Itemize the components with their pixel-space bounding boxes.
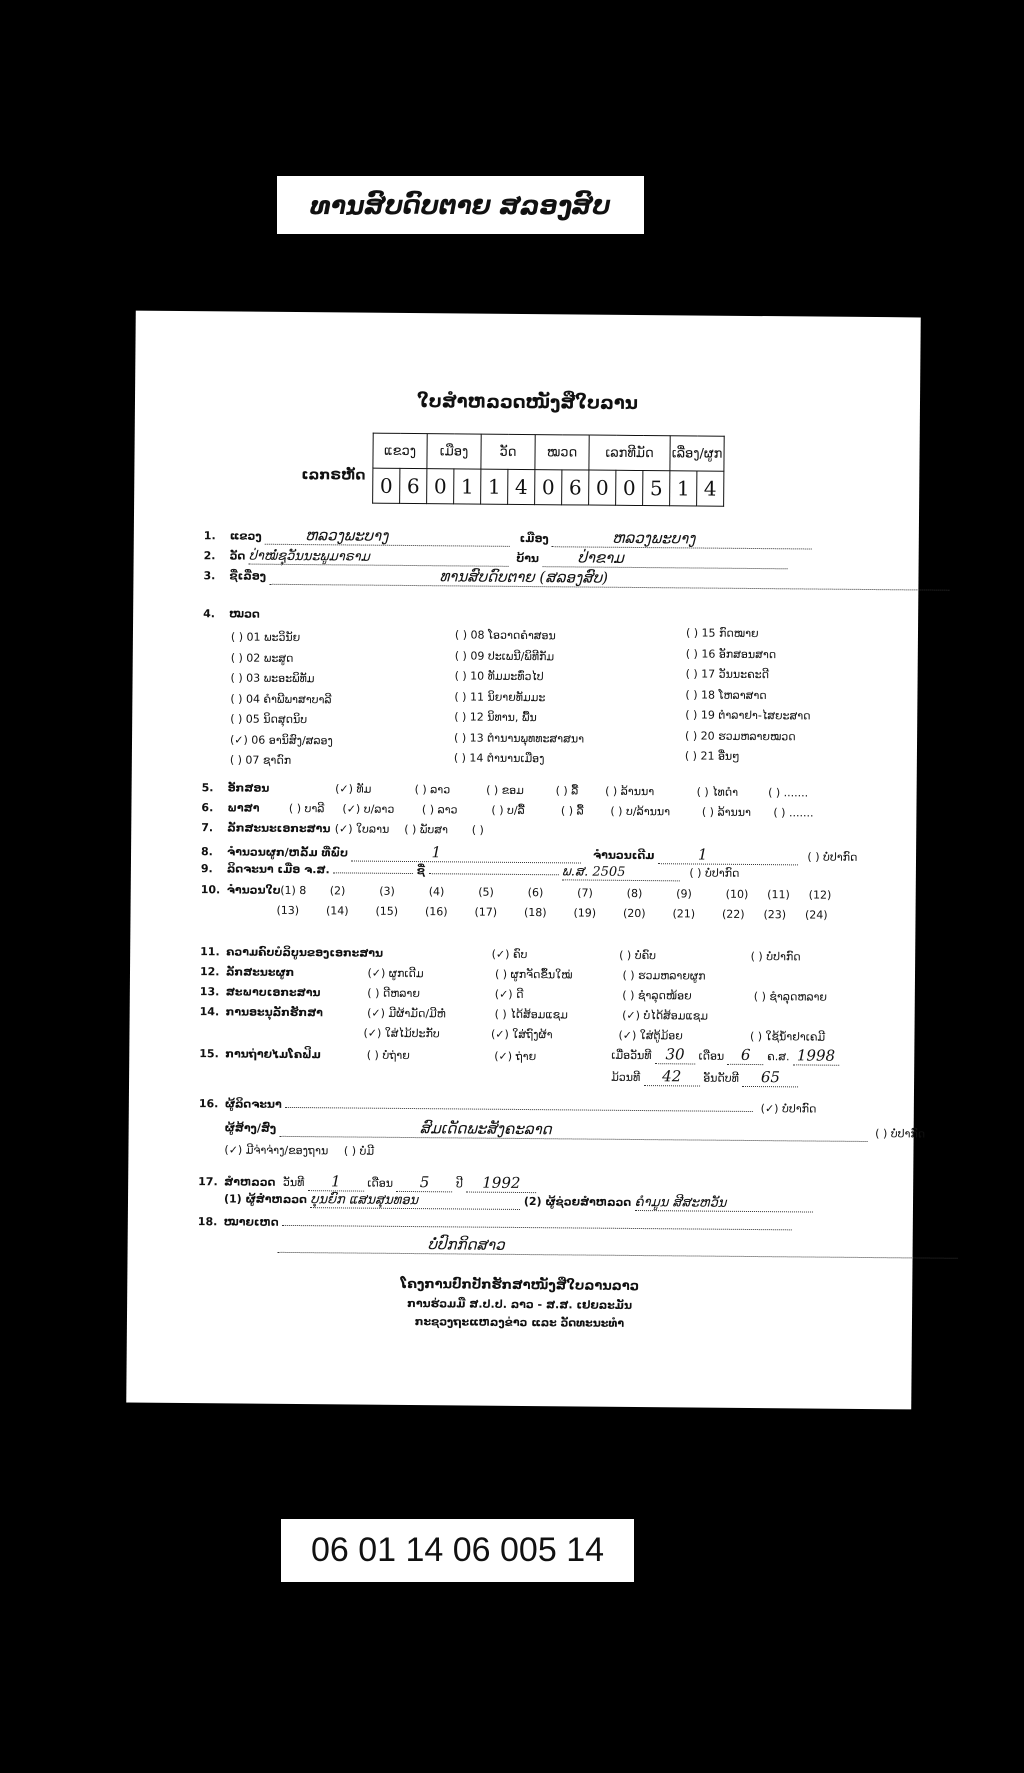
condition-option[interactable]: ( ) ດີຫລາຍ [367,986,420,1001]
binding-option[interactable]: (✓) ຜູກເດີມ [367,966,424,981]
code-header-temple: ວັດ [481,434,535,469]
code-header-category: ໝວດ [535,435,589,470]
leaf-count-cell: (9) [676,887,692,901]
survey-day: 1 [308,1172,364,1191]
leaf-count-cell: (14) [325,904,349,918]
script-option[interactable]: ( ) ລື້ [555,784,579,798]
code-digit: 1 [481,469,508,504]
written-date-unknown[interactable]: ( ) ບໍ່ປາກົດ [689,866,740,880]
leaf-count-cell: (3) [379,884,395,898]
leaf-count-cell: (1) 8 [280,883,307,898]
field-survey-label: ສຳຫລວດ [224,1175,276,1189]
category-column-1 [230,627,334,771]
field-district-value: ຫລວງພະບາງ [552,528,812,549]
field-script-label: ອັກສອນ [227,781,270,795]
field-original-count-label: ຈຳນວນເດີມ [592,848,655,863]
microfilm-option[interactable]: ( ) ບໍ່ຖ່າຍ [366,1048,410,1063]
completeness-option[interactable]: ( ) ບໍ່ຄົບ [619,948,657,963]
footer-cooperation: ການຮ່ວມມື ສ.ປ.ປ. ລາວ - ສ.ສ. ເຢຍລະມັນ [407,1297,633,1312]
field-temple-value: ປ່າໝໍ່ຊຸວັນນະພູມາຣາມ [249,549,509,567]
microfilm-roll: 42 [644,1067,700,1086]
manuscript-code-label [281,1519,634,1582]
surveyor-label: (1) ຜູ້ສຳຫລວດ [223,1192,307,1207]
field-binding: 12. ລັກສະນະຜູກ (✓) ຜູກເດີມ ( ) ຜູກຈັດຂຶ້ນໃໝ່ ( ) ຮວມຫລາຍຜູກ [199,965,706,983]
field-remarks: 18. ໝາຍເຫດ [198,1215,792,1233]
microfilm-month: 6 [728,1046,764,1065]
microfilm-date [611,1045,839,1066]
code-digit: 4 [697,471,724,506]
language-option[interactable]: ( ) ....... [773,806,814,820]
field-village-label: ບ້ານ [516,551,540,566]
field-script: 5. ອັກສອນ (✓) ທັມ ( ) ລາວ ( ) ຂອມ ( ) ລື້ ( ) ລ້ານນາ ( ) ໄທດຳ ( ) ....... [201,781,809,800]
category-option[interactable]: ( ) 13 ຕຳນານພຸທທະສາສນາ [454,730,585,746]
field-village-value: ປ່າຂາມ [542,548,787,569]
category-option[interactable]: ( ) 20 ຮວມຫລາຍໝວດ [685,728,796,743]
leaf-count-cell: (21) [672,907,696,921]
field-language: 6. ພາສາ ( ) ບາລີ (✓) ບ/ລາວ ( ) ລາວ ( ) ບ/ລື້ ( ) ລື້ ( ) ບ/ລ້ານນາ ( ) ລ້ານນາ ( ) ....... [201,801,814,820]
survey-day-label: ວັນທີ [282,1175,305,1190]
survey-year-label: ປີ [455,1177,463,1191]
language-option[interactable]: ( ) ລ້ານນາ [701,805,752,819]
microfilm-option[interactable]: (✓) ຖ່າຍ [494,1049,537,1064]
category-option[interactable]: ( ) 17 ວັນນະຄະດີ [685,667,770,682]
code-header-province: ແຂວງ [373,433,427,468]
leaf-count-cell: (23) [763,908,787,922]
leaf-count-cell: (10) [725,887,749,901]
field-remarks-row2 [278,1234,958,1259]
survey-form-sheet [126,311,926,1410]
field-leaf-count-row2 [276,904,827,922]
category-column-2 [454,625,585,770]
survey-year: 1992 [466,1174,536,1194]
microfilm-year: 1998 [793,1046,839,1065]
category-column-3 [685,623,812,768]
preservation-option[interactable]: ( ) ໃຊ້ນ້ຳຢາເຄມີ [749,1029,826,1044]
field-temple: 2. ວັດ ປ່າໝໍ່ຊຸວັນນະພູມາຣາມ ບ້ານ ປ່າຂາມ [204,545,788,569]
field-province-label: ແຂວງ [229,529,262,543]
title-label-text: ທານສົບດົບຕາຍ ສລອງສົບ [310,190,611,220]
microfilm-roll-label: ມ້ວນທີ [611,1070,641,1085]
code-digit: 5 [643,471,670,506]
code-header-story: ເລື່ອງ/ຜູກ [670,436,724,471]
code-header-district: ເມືອງ [427,434,481,469]
survey-month: 5 [396,1173,452,1192]
field-document-type-label: ລັກສະນະເອກະສານ [227,821,331,836]
code-digit: 0 [373,468,400,503]
field-sponsor-value: ສົມເດັດພະສັງຄະລາດ [280,1118,868,1142]
category-option[interactable]: ( ) 09 ປະເພນີ/ພິທີກັມ [454,648,555,663]
microfilm-year-label: ຄ.ສ. [767,1050,790,1064]
preservation-option[interactable]: (✓) ໃສ່ໄມ້ປະກັບ [363,1026,440,1041]
surveyor-name: ບຸນຍົກ ແສນສຸນທອນ [310,1192,520,1210]
leaf-count-cell: (12) [808,888,832,902]
category-option[interactable]: ( ) 16 ອັກສອນສາດ [685,646,777,661]
language-option[interactable]: ( ) ບ/ລື້ [491,803,525,818]
code-digit: 6 [562,470,589,505]
language-option[interactable]: ( ) ລື້ [560,804,584,818]
field-preservation-row2 [363,1027,825,1044]
leaf-count-cell: (17) [474,905,498,919]
code-label: ເລກຣຫັດ [301,467,366,484]
category-option[interactable]: ( ) 10 ທັມມະທົ່ວໄປ [454,669,544,684]
field-scribe-label: ຜູ້ລິດຈະນາ [224,1097,282,1111]
preservation-option[interactable]: (✓) ບໍ່ໄດ້ສ້ອມແຊມ [622,1008,709,1023]
leaf-count-cell: (19) [573,906,597,920]
field-province: 1. ແຂວງ ຫລວງພະບາງ ເມືອງ ຫລວງພະບາງ [204,525,813,549]
code-digit: 1 [454,469,481,504]
microfilm-frame-label: ອັນດັບທີ [703,1071,739,1085]
footer-project: ໂຄງການປົກປັກຮັກສາໜັງສືໃບລານລາວ [400,1276,640,1295]
field-sponsor-label: ຜູ້ສ້າງ/ສົ່ງ [224,1121,277,1135]
leaf-count-cell: (13) [276,903,300,918]
assistant-surveyor-label: (2) ຜູ້ຊ່ວຍສຳຫລວດ [523,1195,632,1209]
category-option[interactable]: ( ) 05 ນິດສຸດນິບ [230,712,308,727]
field-microfilm: 15. ການຖ່າຍໄມໂຄຟິມ ( ) ບໍ່ຖ່າຍ (✓) ຖ່າຍ [199,1047,618,1064]
field-leaf-count: 10. ຈຳນວນໃບ (1) 8 (2) (3) (4) (5) (6) (7) (8) (9) (10) (11) (12) [200,883,832,902]
field-completeness: 11. ຄວາມຄົບບໍລິບູນຂອງເອກະສານ (✓) ຄົບ ( ) ບໍ່ຄົບ ( ) ບໍ່ປາກົດ [200,945,801,964]
script-option[interactable]: ( ) ....... [768,786,809,800]
category-option[interactable]: ( ) 02 ພະສູດ [230,650,294,665]
code-digit: 0 [589,470,616,505]
binding-option[interactable]: ( ) ຮວມຫລາຍຜູກ [622,968,706,983]
completeness-option[interactable]: (✓) ຄົບ [491,947,528,962]
category-option[interactable]: ( ) 21 ອື່ນໆ [684,749,740,763]
code-digit: 4 [508,469,535,504]
condition-option[interactable]: ( ) ຊຳລຸດໜ້ອຍ [622,988,692,1003]
leaf-count-cell: (15) [375,904,399,918]
category-option[interactable]: ( ) 07 ຊາດົກ [229,753,292,767]
category-option[interactable]: ( ) 18 ໂຫລາສາດ [685,687,767,702]
leaf-count-cell: (4) [428,885,445,899]
preservation-option[interactable]: (✓) ມີຜ້າມັດ/ມີຫໍ່ [367,1006,446,1021]
field-bundle-count: 8. ຈຳນວນຜູກ/ຫລັ້ມ ທີ່ພົບ 1 ຈຳນວນເດີມ 1 ( ) ບໍ່ປາກົດ [201,843,858,864]
code-digit: 0 [616,470,643,505]
field-language-label: ພາສາ [227,801,260,815]
preservation-option[interactable]: ( ) ໄດ້ສ້ອມແຊມ [494,1007,568,1022]
category-option[interactable]: ( ) 08 ໂອວາດຄຳສອນ [454,628,556,643]
leaf-count-cell: (8) [626,886,643,901]
field-story-title-value: ທານສົບດົບຕາຍ (ສລອງສົບ) [269,566,949,591]
field-preservation-label: ການອະນຸລັກຮັກສາ [225,1005,323,1020]
script-option[interactable]: ( ) ລາວ [414,783,451,797]
document-type-option[interactable]: ( ) ພັບສາ [404,822,448,837]
language-option[interactable]: ( ) ບາລີ [288,801,325,816]
category-option[interactable]: ( ) 15 ກົດໝາຍ [685,626,759,641]
field-district-label: ເມືອງ [519,531,549,546]
field-microfilm-label: ການຖ່າຍໄມໂຄຟິມ [225,1047,321,1062]
microfilm-frame: 65 [742,1068,798,1087]
preservation-option[interactable]: (✓) ໃສ່ຕູ້ມ້ອຍ [618,1028,683,1043]
category-option[interactable]: ( ) 19 ຕຳລາຢາ-ໄສຍະສາດ [685,708,811,723]
title-label [277,176,644,234]
scribe-unknown[interactable]: (✓) ບໍ່ປາກົດ [760,1102,817,1116]
code-digit: 1 [670,471,697,506]
code-header-bundle: ເລກທີມັດ [589,435,670,471]
manuscript-code-text: 06 01 14 06 005 14 [310,1531,605,1569]
field-story-title-label: ຊື່ເລື່ອງ [229,569,267,583]
script-option[interactable]: ( ) ລ້ານນາ [605,784,655,799]
donor-option[interactable]: (✓) ມີຈ່າຈ່າງ/ຂອງຖານ [224,1143,329,1158]
field-category: 4. ໝວດ [203,607,260,621]
microfilm-date-label: ເມື່ອວັນທີ [611,1048,652,1063]
form-title: ໃບສຳຫລວດໜັງສືໃບລານ [416,391,639,414]
condition-option[interactable]: (✓) ດີ [494,987,524,1002]
field-buddhist-year-value: ພ.ສ. 2505 [562,864,680,881]
leaf-count-cell: (11) [767,888,790,902]
script-option[interactable]: ( ) ຂອມ [486,783,524,798]
field-bundle-count-value: 1 [351,842,581,863]
binding-option[interactable]: ( ) ຜູກຈັດຂຶ້ນໃໝ່ [494,967,573,982]
category-option[interactable]: ( ) 03 ພະອະພິທັມ [230,671,315,686]
category-option[interactable]: ( ) 11 ນິຍາຍທັມມະ [454,689,546,704]
document-type-option[interactable]: (✓) ໃບລານ [334,822,390,836]
field-completeness-label: ຄວາມຄົບບໍລິບູນຂອງເອກະສານ [226,945,384,960]
category-option[interactable]: ( ) 12 ນິທານ, ພື້ນ [454,710,537,725]
category-option[interactable]: ( ) 01 ພະວິນັຍ [230,630,301,645]
field-story-title: 3. ຊື່ເລື່ອງ ທານສົບດົບຕາຍ (ສລອງສົບ) [203,565,949,591]
microfilm-reel [611,1067,798,1088]
field-written-date-label: ລິດຈະນາ ເມື່ອ ຈ.ສ. [226,862,330,877]
code-digit: 0 [427,469,454,504]
document-type-option[interactable]: ( ) [471,823,484,837]
donor-option[interactable]: ( ) ບໍ່ມີ [343,1144,375,1158]
leaf-count-cell: (18) [523,906,547,920]
leaf-count-cell: (20) [622,906,646,921]
field-leaf-count-label: ຈຳນວນໃບ [226,883,281,897]
code-digit: 6 [400,468,427,503]
leaf-count-cell: (24) [804,908,828,922]
leaf-count-cell: (2) [329,884,346,898]
field-survey: 17. ສຳຫລວດ ວັນທີ 1 ເດືອນ 5 ປີ 1992 [198,1171,536,1193]
category-option[interactable]: ( ) 04 ຄຳພີພາສາບາລີ [230,691,332,706]
field-temple-label: ວັດ [229,549,246,563]
field-document-type: 7. ລັກສະນະເອກະສານ (✓) ໃບລານ ( ) ພັບສາ ( ) [201,821,484,837]
language-option[interactable]: (✓) ບ/ລາວ [342,802,395,816]
original-count-unknown[interactable]: ( ) ບໍ່ປາກົດ [807,850,858,864]
field-donor [224,1143,374,1157]
field-condition-label: ສະພາບເອກະສານ [225,985,321,1000]
field-written-date-mid-label: ຊື່ [416,864,425,878]
field-preservation: 14. ການອະນຸລັກຮັກສາ (✓) ມີຜ້າມັດ/ມີຫໍ່ ( ) ໄດ້ສ້ອມແຊມ (✓) ບໍ່ໄດ້ສ້ອມແຊມ [199,1005,709,1023]
category-option[interactable]: (✓) 06 ອານິສົງ/ສລອງ [229,732,333,747]
field-category-label: ໝວດ [229,607,260,621]
leaf-count-cell: (22) [721,907,745,921]
survey-month-label: ເດືອນ [367,1176,394,1190]
microfilm-day: 30 [655,1045,695,1064]
code-table [372,433,725,507]
language-option[interactable]: ( ) ລາວ [421,803,458,817]
completeness-option[interactable]: ( ) ບໍ່ປາກົດ [750,949,801,964]
sponsor-unknown[interactable]: ( ) ບໍ່ປາກົດ [875,1127,926,1141]
leaf-count-cell: (5) [478,885,494,899]
assistant-surveyor-name: ຄຳມູນ ສີສະຫວັນ [635,1195,813,1213]
field-scribe: 16. ຜູ້ລິດຈະນາ (✓) ບໍ່ປາກົດ [198,1097,817,1116]
field-original-count-value: 1 [658,845,798,865]
script-option[interactable]: ( ) ໄທດຳ [696,785,739,799]
script-option[interactable]: (✓) ທັມ [335,782,372,796]
field-bundle-count-label: ຈຳນວນຜູກ/ຫລັ້ມ ທີ່ພົບ [227,845,349,860]
leaf-count-cell: (6) [527,886,544,900]
field-binding-label: ລັກສະນະຜູກ [225,965,295,980]
category-option[interactable]: ( ) 14 ຕຳນານເມືອງ [453,751,545,766]
condition-option[interactable]: ( ) ຊຳລຸດຫລາຍ [753,990,828,1004]
microfilm-month-label: ເດືອນ [698,1049,725,1063]
field-surveyors [224,1191,813,1212]
code-digit: 0 [535,470,562,505]
field-condition: 13. ສະພາບເອກະສານ ( ) ດີຫລາຍ (✓) ດີ ( ) ຊຳລຸດໜ້ອຍ ( ) ຊຳລຸດຫລາຍ [199,985,828,1004]
field-remarks-value: ບໍ່ປົກກິດສາວ [278,1234,958,1259]
leaf-count-cell: (16) [424,905,448,919]
preservation-option[interactable]: (✓) ໃສ່ຖົງຜ້າ [490,1027,553,1042]
field-sponsor [225,1117,926,1142]
footer-ministry: ກະຊວງຖະແຫລງຂ່າວ ແລະ ວັດທະນະທຳ [414,1315,625,1330]
leaf-count-cell: (7) [577,886,593,900]
field-written-date: 9. ລິດຈະນາ ເມື່ອ ຈ.ສ. ຊື່ ພ.ສ. 2505 ( ) ບໍ່ປາກົດ [200,862,740,880]
language-option[interactable]: ( ) ບ/ລ້ານນາ [610,804,671,819]
field-remarks-label: ໝາຍເຫດ [223,1215,279,1229]
field-province-value: ຫລວງພະບາງ [265,526,510,547]
